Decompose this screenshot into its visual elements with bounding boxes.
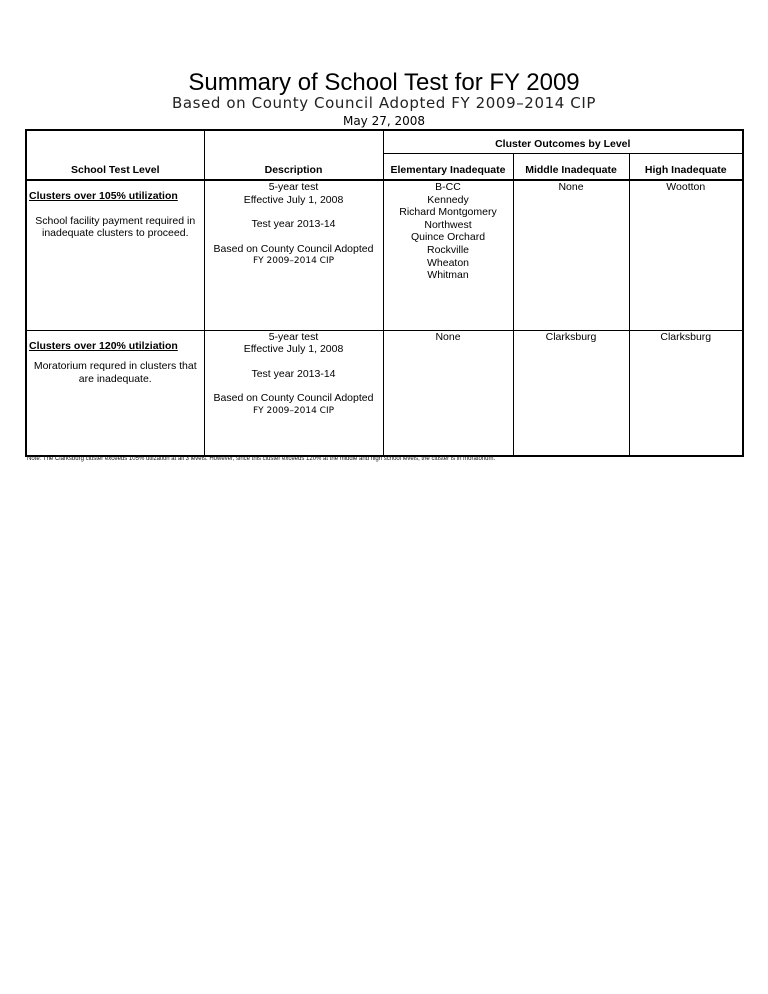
school-test-level-cell (26, 330, 204, 456)
school-test-table (25, 129, 744, 457)
page-subtitle: Based on County Council Adopted FY 2009–2014 CIP (171, 94, 596, 112)
level-note: Moratorium requred in clusters that are inadequate. (33, 360, 197, 385)
description-cell (204, 180, 383, 330)
page-date: May 27, 2008 (342, 114, 426, 128)
table-row (26, 180, 743, 330)
cluster-name: Clarksburg (545, 330, 597, 343)
description-line: Effective July 1, 2008 (243, 343, 344, 356)
cluster-name: Richard Montgomery (399, 206, 497, 219)
column-header-high: High Inadequate (629, 153, 743, 180)
description-line: FY 2009–2014 CIP (252, 256, 335, 267)
description-line: 5-year test (268, 181, 319, 193)
column-header-middle: Middle Inadequate (513, 153, 629, 180)
description-line: Test year 2013-14 (251, 218, 336, 231)
description-cell (204, 330, 383, 456)
cluster-name: Wheaton (426, 256, 470, 269)
middle-outcome-cell (513, 180, 629, 330)
high-outcome-cell (629, 180, 743, 330)
cluster-name: Kennedy (427, 193, 469, 206)
column-header-school-test-level: School Test Level (26, 153, 204, 180)
cluster-name: None (435, 330, 461, 343)
description-line: Based on County Council Adopted (213, 242, 374, 255)
cluster-name: Rockville (426, 243, 469, 256)
middle-outcome-cell (513, 330, 629, 456)
cluster-name: Whitman (427, 269, 469, 282)
cluster-name: Wootton (666, 181, 706, 193)
table-row (26, 330, 743, 456)
description-line: 5-year test (268, 330, 319, 343)
elementary-outcome-cell (383, 330, 513, 456)
description-line: FY 2009–2014 CIP (252, 405, 335, 416)
description-line: Effective July 1, 2008 (243, 193, 344, 206)
cluster-name: None (558, 181, 584, 193)
high-outcome-cell (629, 330, 743, 456)
level-note: School facility payment required in inadequate clusters to proceed. (35, 214, 196, 240)
cluster-name: Clarksburg (660, 330, 712, 343)
description-line: Test year 2013-14 (251, 367, 336, 380)
cluster-name: Quince Orchard (410, 231, 486, 244)
cluster-name: B-CC (435, 181, 461, 193)
column-header-elementary: Elementary Inadequate (383, 153, 513, 180)
footnote: Note: The Clarksburg cluster exceeds 105% utlization at all 3 levels. However, since this cluster exceeds 120% at the middle and high school levels, the cluster is in moratorium. (27, 456, 496, 462)
description-line: Based on County Council Adopted (213, 392, 374, 405)
page-title: Summary of School Test for FY 2009 (188, 69, 580, 96)
cluster-outcomes-header: Cluster Outcomes by Level (383, 130, 743, 153)
column-header-description: Description (204, 153, 383, 180)
level-title: Clusters over 120% utilziation (29, 339, 178, 352)
school-test-level-cell (26, 180, 204, 330)
level-title: Clusters over 105% utilization (29, 190, 178, 202)
elementary-outcome-cell (383, 180, 513, 330)
cluster-name: Northwest (424, 218, 472, 231)
